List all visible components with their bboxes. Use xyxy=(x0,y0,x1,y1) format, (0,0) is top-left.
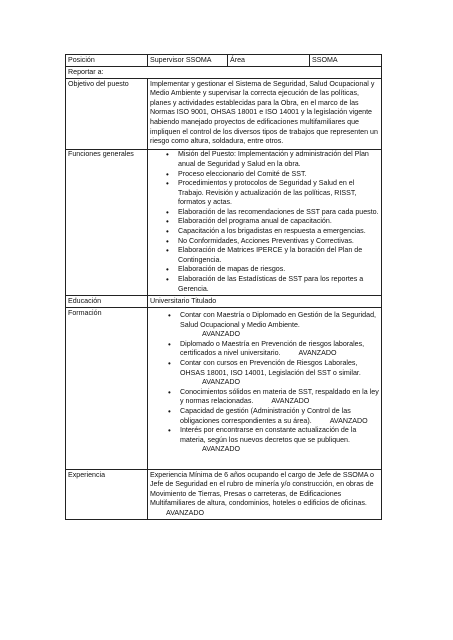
area-label: Área xyxy=(228,55,310,67)
formacion-cell xyxy=(148,308,382,470)
formacion-item-text: Conocimientos sólidos en materia de SST, respaldado en la ley y normas relacionadas. xyxy=(180,387,379,406)
level-badge: AVANZADO xyxy=(166,508,204,517)
row-experiencia xyxy=(66,469,382,519)
list-item: • Procedimientos y protocolos de Seguridad y Salud en el Trabajo. Revisión y actualización de las políticas, RISST, formatos y actas. xyxy=(178,179,379,208)
list-item: • Elaboración de Matrices IPERCE y la boración del Plan de Contingencia. xyxy=(178,246,379,265)
row-educacion xyxy=(66,296,382,308)
row-reportar xyxy=(66,66,382,78)
list-item: • Proceso eleccionario del Comité de SST. xyxy=(178,170,379,180)
reportar-label: Reportar a: xyxy=(66,66,382,78)
list-item: • Elaboración de las recomendaciones de SST para cada puesto. xyxy=(178,208,379,218)
level-badge: AVANZADO xyxy=(298,349,337,358)
list-item xyxy=(180,388,379,407)
list-item xyxy=(180,359,379,388)
row-formacion xyxy=(66,308,382,470)
list-item: • No Conformidades, Acciones Preventivas y Correctivas. xyxy=(178,237,379,247)
formacion-item-text: Capacidad de gestión (Administración y Control de las obligaciones correspondientes a su área). xyxy=(180,406,351,425)
funciones-list xyxy=(150,150,379,294)
level-badge: AVANZADO xyxy=(329,416,368,425)
level-badge: AVANZADO xyxy=(202,445,240,454)
row-funciones xyxy=(66,149,382,295)
experiencia-text: Experiencia Mínima de 6 años ocupando el cargo de Jefe de SSOMA o Jefe de Seguridad en el rubro de minería y/o construcción, en obras de Movimiento de Tierras, Presas o carreteras, de Edificaciones Multifamiliares de altura, condominios, hoteles o edificios de oficinas. xyxy=(150,470,374,508)
objetivo-label: Objetivo del puesto xyxy=(66,78,148,149)
list-item xyxy=(180,407,379,426)
list-item xyxy=(180,311,379,340)
row-posicion xyxy=(66,55,382,67)
formacion-label: Formación xyxy=(66,308,148,470)
formacion-item-text: Contar con Maestría o Diplomado en Gestión de la Seguridad, Salud Ocupacional y Medio Ambiente. xyxy=(180,311,376,329)
list-item: • Elaboración del programa anual de capacitación. xyxy=(178,217,379,227)
experiencia-cell xyxy=(148,469,382,519)
level-badge: AVANZADO xyxy=(202,378,240,387)
area-value: SSOMA xyxy=(310,55,382,67)
list-item xyxy=(180,340,379,359)
list-item xyxy=(180,426,379,455)
job-profile-table xyxy=(65,54,382,520)
list-item: • Misión del Puesto: Implementación y administración del Plan anual de Seguridad y Salud en la obra. xyxy=(178,150,379,169)
list-item: • Capacitación a los brigadistas en respuesta a emergencias. xyxy=(178,227,379,237)
educacion-label: Educación xyxy=(66,296,148,308)
posicion-value: Supervisor SSOMA xyxy=(148,55,228,67)
formacion-item-text: Interés por encontrarse en constante actualización de la materia, según los nuevos decretos que se publiquen. xyxy=(180,426,357,444)
funciones-label: Funciones generales xyxy=(66,149,148,295)
level-badge: AVANZADO xyxy=(202,330,240,339)
experiencia-label: Experiencia xyxy=(66,469,148,519)
funciones-cell xyxy=(148,149,382,295)
row-objetivo xyxy=(66,78,382,149)
list-item: • Elaboración de las Estadísticas de SST para los reportes a Gerencia. xyxy=(178,275,379,294)
posicion-label: Posición xyxy=(66,55,148,67)
formacion-item-text: Diplomado o Maestría en Prevención de riesgos laborales, certificados a nivel universitario. xyxy=(180,339,365,358)
formacion-item-text: Contar con cursos en Prevención de Riesgos Laborales, OHSAS 18001, ISO 14001, Legislación del SST o similar. xyxy=(180,358,361,377)
level-badge: AVANZADO xyxy=(271,397,310,406)
formacion-list xyxy=(150,311,379,455)
educacion-value: Universitario Titulado xyxy=(148,296,382,308)
list-item: • Elaboración de mapas de riesgos. xyxy=(178,265,379,275)
objetivo-text: Implementar y gestionar el Sistema de Seguridad, Salud Ocupacional y Medio Ambiente y supervisar la correcta ejecución de las políticas, planes y actividades establecidas para la Obra, en el marco de las Normas ISO 9001, OHSAS 18001 e ISO 14001 y la legislación vigente habiendo manejado proyectos de edificaciones multifamiliares que impliquen el control de los diversos tipos de trabajos que representen un riesgo como altura, soldadura, entre otros. xyxy=(148,78,382,149)
